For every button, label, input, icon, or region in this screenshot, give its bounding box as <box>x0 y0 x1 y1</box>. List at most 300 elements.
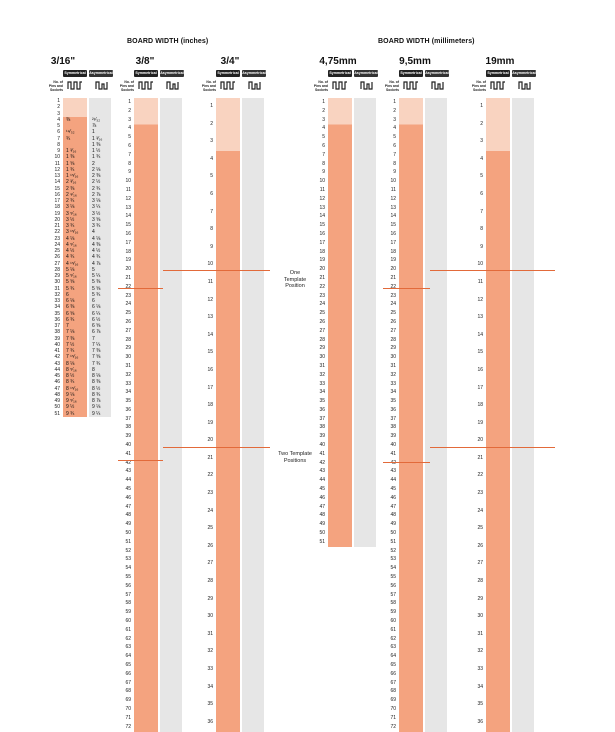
symmetrical-value <box>486 661 510 679</box>
asymmetrical-value <box>425 529 447 538</box>
symmetrical-value <box>399 107 423 116</box>
pin-count: 26 <box>390 318 396 325</box>
pin-count: 47 <box>54 385 60 392</box>
asymmetrical-value <box>354 397 376 406</box>
symmetrical-value <box>328 485 352 494</box>
symmetrical-value <box>328 511 352 520</box>
asymmetrical-value <box>160 626 182 635</box>
pin-count: 13 <box>390 204 396 211</box>
pin-count: 5 <box>322 134 325 141</box>
asymmetrical-value <box>354 538 376 547</box>
pin-count: 36 <box>319 406 325 413</box>
symmetrical-value <box>328 168 352 177</box>
asymmetrical-value <box>425 423 447 432</box>
asymmetrical-value <box>160 582 182 591</box>
symmetrical-value <box>328 406 352 415</box>
pin-count: 29 <box>390 345 396 352</box>
pin-count: 34 <box>319 389 325 396</box>
symmetrical-value: 7 ¹⁵⁄₁₆ <box>66 354 79 361</box>
pin-count: 36 <box>390 406 396 413</box>
asymmetrical-value <box>354 239 376 248</box>
symmetrical-value <box>399 256 423 265</box>
asymmetrical-value <box>160 723 182 732</box>
asymmetrical-value <box>160 679 182 688</box>
symmetrical-value <box>134 256 158 265</box>
symmetrical-value <box>486 485 510 503</box>
symmetrical-value <box>399 485 423 494</box>
pin-count: 24 <box>125 301 131 308</box>
asymmetrical-value <box>160 309 182 318</box>
asymmetrical-value <box>354 168 376 177</box>
pin-count: 5 <box>210 173 213 180</box>
symmetrical-value <box>399 292 423 301</box>
asymmetrical-value <box>512 573 534 591</box>
symmetrical-value <box>134 274 158 283</box>
asymmetrical-value <box>425 459 447 468</box>
pin-count: 10 <box>125 178 131 185</box>
asymmetrical-value <box>512 626 534 644</box>
pin-count: 18 <box>207 402 213 409</box>
symmetrical-value: 5 ⁵⁄₁₆ <box>66 273 77 279</box>
pin-count: 46 <box>390 494 396 501</box>
pin-count: 3 <box>57 110 60 117</box>
pin-count: 66 <box>390 670 396 677</box>
symmetrical-value <box>328 292 352 301</box>
asymmetrical-value <box>512 274 534 292</box>
pin-count: 41 <box>319 450 325 457</box>
pin-count: 4 <box>128 125 131 132</box>
asymmetrical-value <box>512 608 534 626</box>
pin-count: 34 <box>54 304 60 311</box>
symmetrical-value <box>328 353 352 362</box>
pin-count: 49 <box>390 521 396 528</box>
asymmetrical-value <box>425 274 447 283</box>
symmetrical-value <box>399 212 423 221</box>
symmetrical-value <box>134 124 158 133</box>
asymmetrical-value <box>354 459 376 468</box>
asymmetrical-value <box>160 705 182 714</box>
asymmetrical-value <box>354 362 376 371</box>
symmetrical-value <box>328 318 352 327</box>
pin-count: 42 <box>319 459 325 466</box>
symmetrical-value <box>216 292 240 310</box>
pin-count: 41 <box>54 348 60 354</box>
pin-count: 40 <box>319 442 325 449</box>
asymmetrical-value <box>160 494 182 503</box>
asymmetrical-pin-icon <box>517 80 533 90</box>
asymmetrical-value: 2 ½ <box>92 179 101 186</box>
pin-count: 21 <box>390 274 396 281</box>
asymmetrical-value <box>242 221 264 239</box>
symmetrical-value <box>328 283 352 292</box>
asymmetrical-value <box>425 124 447 133</box>
asymmetrical-value <box>160 635 182 644</box>
asymmetrical-value <box>425 344 447 353</box>
size-table <box>118 70 208 730</box>
asymmetrical-value <box>160 353 182 362</box>
asymmetrical-value <box>425 309 447 318</box>
pin-count: 35 <box>477 701 483 708</box>
asymmetrical-value <box>242 327 264 345</box>
asymmetrical-value <box>160 212 182 221</box>
pin-count: 25 <box>477 525 483 532</box>
pin-count: 54 <box>390 565 396 572</box>
asymmetrical-value <box>425 564 447 573</box>
annotation-two-template: Two Template Positions <box>278 451 312 464</box>
asymmetrical-value <box>354 520 376 529</box>
pin-count: 42 <box>390 459 396 466</box>
asymmetrical-value: 2 ⅞ <box>92 191 101 198</box>
pin-count: 7 <box>480 208 483 215</box>
symmetrical-value <box>486 415 510 433</box>
symmetrical-value <box>399 397 423 406</box>
pin-count: 3 <box>210 138 213 145</box>
symmetrical-value <box>486 591 510 609</box>
symmetrical-value <box>134 344 158 353</box>
asymmetrical-value <box>512 415 534 433</box>
asymmetrical-value <box>354 292 376 301</box>
asymmetrical-value <box>512 450 534 468</box>
pin-count: 2 <box>128 107 131 114</box>
symmetrical-value <box>134 353 158 362</box>
pin-count: 2 <box>393 107 396 114</box>
symmetrical-value <box>328 160 352 169</box>
symmetrical-value <box>399 265 423 274</box>
pin-count: 10 <box>390 178 396 185</box>
asymmetrical-value <box>425 239 447 248</box>
symmetrical-value <box>399 388 423 397</box>
asymmetrical-value <box>242 415 264 433</box>
symmetrical-value <box>328 520 352 529</box>
pin-count: 26 <box>319 318 325 325</box>
symmetrical-value: 9 ½ <box>66 404 75 411</box>
asymmetrical-value: 8 ¾ <box>92 391 101 398</box>
pin-count: 46 <box>125 494 131 501</box>
symmetrical-value <box>134 248 158 257</box>
pin-count: 11 <box>319 186 325 193</box>
pin-count: 55 <box>125 574 131 581</box>
symmetrical-value <box>328 423 352 432</box>
pin-count: 26 <box>54 254 60 261</box>
pin-count: 26 <box>207 542 213 549</box>
symmetrical-value <box>399 503 423 512</box>
pin-count: 23 <box>477 490 483 497</box>
asymmetrical-pin-icon <box>247 80 263 90</box>
asymmetrical-pin-icon <box>94 80 110 90</box>
template-position-line <box>200 270 270 271</box>
pin-count: 2 <box>480 120 483 127</box>
asymmetrical-value <box>160 221 182 230</box>
asymmetrical-value <box>425 591 447 600</box>
symmetrical-value <box>216 116 240 134</box>
symmetrical-value <box>486 309 510 327</box>
asymmetrical-value <box>425 696 447 705</box>
pin-count: 47 <box>390 503 396 510</box>
symmetrical-value <box>486 239 510 257</box>
pins-sockets-label: No. of Pins and Sockets <box>471 80 486 92</box>
asymmetrical-value <box>242 591 264 609</box>
pin-count: 42 <box>125 459 131 466</box>
column-title: 4,75mm <box>319 56 357 67</box>
asymmetrical-value <box>425 705 447 714</box>
template-position-line <box>163 270 200 271</box>
pin-count: 67 <box>390 679 396 686</box>
symmetrical-value <box>399 116 423 125</box>
asymmetrical-value <box>354 98 376 107</box>
template-position-line <box>118 460 163 461</box>
symmetrical-value <box>328 116 352 125</box>
symmetrical-value <box>134 98 158 107</box>
symmetrical-value <box>399 450 423 459</box>
template-position-line <box>430 447 470 448</box>
asymmetrical-value <box>160 432 182 441</box>
asymmetrical-value <box>242 116 264 134</box>
pin-count: 31 <box>125 362 131 369</box>
symmetrical-value <box>328 248 352 257</box>
asymmetrical-value <box>354 265 376 274</box>
symmetrical-header: Symmetrical <box>135 71 157 75</box>
symmetrical-value <box>399 635 423 644</box>
symmetrical-value <box>328 467 352 476</box>
pin-count: 5 <box>393 134 396 141</box>
symmetrical-value: 4 ¾ <box>66 254 75 261</box>
asymmetrical-value: 7 ⅝ <box>92 354 101 361</box>
asymmetrical-value <box>242 204 264 222</box>
pin-count: 30 <box>477 613 483 620</box>
pin-count: 17 <box>207 384 213 391</box>
asymmetrical-value: 9 ⅛ <box>92 404 101 411</box>
asymmetrical-value <box>354 283 376 292</box>
pin-count: 48 <box>54 391 60 398</box>
asymmetrical-value <box>242 573 264 591</box>
pins-sockets-label: No. of Pins and Sockets <box>119 80 134 92</box>
symmetrical-value <box>399 248 423 257</box>
asymmetrical-value <box>425 371 447 380</box>
symmetrical-column <box>216 98 240 732</box>
pin-count: 65 <box>390 662 396 668</box>
pin-count: 22 <box>54 229 60 236</box>
pin-count: 7 <box>57 135 60 142</box>
symmetrical-value <box>134 582 158 591</box>
symmetrical-value: 3 ⁵⁄₁₆ <box>66 210 77 217</box>
asymmetrical-value <box>160 151 182 160</box>
symmetrical-value <box>328 204 352 213</box>
symmetrical-value <box>399 195 423 204</box>
symmetrical-value <box>399 652 423 661</box>
pin-count: 14 <box>390 213 396 220</box>
pin-count: 23 <box>319 292 325 299</box>
template-position-line <box>470 270 555 271</box>
asymmetrical-value: 8 ⅞ <box>92 398 101 404</box>
pin-count: 44 <box>54 366 60 373</box>
asymmetrical-header: Asymmetrical <box>242 71 266 75</box>
pin-count: 10 <box>477 261 483 268</box>
pin-count: 43 <box>54 360 60 367</box>
asymmetrical-pin-icon <box>165 80 181 90</box>
asymmetrical-value <box>160 423 182 432</box>
pin-count: 52 <box>390 547 396 554</box>
symmetrical-value: 8 ⁵⁄₁₆ <box>66 366 77 373</box>
asymmetrical-value <box>354 248 376 257</box>
asymmetrical-value <box>425 380 447 389</box>
pin-count: 50 <box>390 530 396 537</box>
asymmetrical-value <box>354 309 376 318</box>
symmetrical-value <box>328 142 352 151</box>
pin-count: 7 <box>322 151 325 158</box>
template-position-line <box>430 270 470 271</box>
symmetrical-value <box>399 371 423 380</box>
pin-count: 25 <box>319 310 325 317</box>
symmetrical-value <box>486 520 510 538</box>
symmetrical-value <box>399 520 423 529</box>
asymmetrical-value <box>160 406 182 415</box>
pin-count: 23 <box>390 292 396 299</box>
symmetrical-value <box>399 599 423 608</box>
pin-count: 6 <box>57 129 60 136</box>
asymmetrical-value <box>425 212 447 221</box>
asymmetrical-value <box>160 520 182 529</box>
pin-count: 11 <box>207 278 213 285</box>
asymmetrical-value <box>160 696 182 705</box>
asymmetrical-value: 4 ½ <box>92 248 101 254</box>
asymmetrical-value <box>425 248 447 257</box>
pin-count: 28 <box>390 336 396 343</box>
pin-count: 25 <box>54 248 60 254</box>
symmetrical-value: 8 ¹⁵⁄₁₆ <box>66 385 79 392</box>
asymmetrical-value <box>160 441 182 450</box>
asymmetrical-value <box>512 256 534 274</box>
pin-count: 29 <box>54 273 60 279</box>
pin-count: 33 <box>125 380 131 387</box>
pin-count: 32 <box>125 371 131 378</box>
asymmetrical-value: 2 ¾ <box>92 185 101 192</box>
pin-count: 9 <box>393 169 396 176</box>
symmetrical-value <box>216 380 240 398</box>
pin-count: 24 <box>319 301 325 308</box>
asymmetrical-column <box>89 98 111 417</box>
pin-count: 2 <box>57 104 60 111</box>
asymmetrical-value: 3 ¼ <box>92 204 101 211</box>
pin-count: 47 <box>319 503 325 510</box>
symmetrical-value <box>399 423 423 432</box>
asymmetrical-value <box>242 538 264 556</box>
symmetrical-value: 1 ³⁄₁₆ <box>66 148 77 154</box>
symmetrical-value <box>328 538 352 547</box>
asymmetrical-value <box>354 142 376 151</box>
pin-count: 45 <box>390 486 396 493</box>
pin-count: 37 <box>125 415 131 422</box>
asymmetrical-value <box>354 485 376 494</box>
symmetrical-value <box>399 133 423 142</box>
asymmetrical-value <box>425 168 447 177</box>
pin-count: 45 <box>319 486 325 493</box>
symmetrical-value <box>399 441 423 450</box>
symmetrical-value <box>486 133 510 151</box>
pin-count: 28 <box>125 336 131 343</box>
asymmetrical-value <box>512 133 534 151</box>
pin-count: 49 <box>319 521 325 528</box>
asymmetrical-value: 5 ¼ <box>92 273 101 279</box>
asymmetrical-value: 6 ¼ <box>92 310 101 317</box>
pin-count: 67 <box>125 679 131 686</box>
symmetrical-value: 6 ⅜ <box>66 304 75 311</box>
asymmetrical-value <box>160 327 182 336</box>
pin-count: 3 <box>322 116 325 123</box>
symmetrical-value <box>216 168 240 186</box>
symmetrical-value <box>328 529 352 538</box>
pin-count: 34 <box>390 389 396 396</box>
pin-count: 27 <box>207 560 213 567</box>
symmetrical-value <box>134 212 158 221</box>
pin-count: 33 <box>477 666 483 672</box>
symmetrical-value <box>328 309 352 318</box>
asymmetrical-value: 4 <box>92 229 95 236</box>
pin-count: 46 <box>319 494 325 501</box>
symmetrical-value <box>399 617 423 626</box>
asymmetrical-value <box>512 221 534 239</box>
asymmetrical-value <box>354 212 376 221</box>
pin-count: 19 <box>477 419 483 426</box>
pin-count: 9 <box>210 243 213 250</box>
asymmetrical-value <box>425 467 447 476</box>
pin-count: 16 <box>125 230 131 237</box>
symmetrical-value <box>399 591 423 600</box>
pin-count: 23 <box>125 292 131 299</box>
pin-count: 30 <box>319 354 325 361</box>
pin-count: 35 <box>207 701 213 708</box>
symmetrical-value <box>486 327 510 345</box>
asymmetrical-value <box>160 300 182 309</box>
asymmetrical-value <box>160 538 182 547</box>
symmetrical-value: ¹⁹⁄₃₂ <box>66 129 75 136</box>
symmetrical-value <box>134 573 158 582</box>
pin-count: 16 <box>390 230 396 237</box>
pin-count: 36 <box>207 718 213 725</box>
symmetrical-value: 8 ¾ <box>66 379 75 386</box>
asymmetrical-value <box>160 555 182 564</box>
asymmetrical-value <box>425 256 447 265</box>
pin-count: 44 <box>125 477 131 484</box>
pin-count: 43 <box>319 468 325 475</box>
asymmetrical-value <box>512 344 534 362</box>
annotation-one-template: One Template Position <box>283 270 307 289</box>
asymmetrical-value <box>242 714 264 732</box>
symmetrical-pin-icon <box>332 80 348 90</box>
symmetrical-value <box>134 503 158 512</box>
asymmetrical-header: Asymmetrical <box>425 71 449 75</box>
asymmetrical-value <box>160 617 182 626</box>
pin-count: 61 <box>125 626 131 633</box>
pin-count: 15 <box>54 185 60 192</box>
symmetrical-value: 4 ⁵⁄₁₆ <box>66 241 77 248</box>
symmetrical-value <box>216 274 240 292</box>
pin-count: 13 <box>125 204 131 211</box>
symmetrical-value <box>134 714 158 723</box>
pin-count: 27 <box>54 260 60 267</box>
pin-count: 19 <box>390 257 396 264</box>
pin-count: 26 <box>477 542 483 549</box>
asymmetrical-value <box>354 221 376 230</box>
symmetrical-column <box>63 98 87 417</box>
asymmetrical-value <box>512 661 534 679</box>
symmetrical-value <box>328 415 352 424</box>
asymmetrical-value: 2 ⅜ <box>92 173 101 179</box>
pin-count: 32 <box>477 648 483 655</box>
symmetrical-value: 8 ⅛ <box>66 360 75 367</box>
asymmetrical-value <box>512 714 534 732</box>
pin-count: 69 <box>125 697 131 704</box>
asymmetrical-value <box>425 723 447 732</box>
